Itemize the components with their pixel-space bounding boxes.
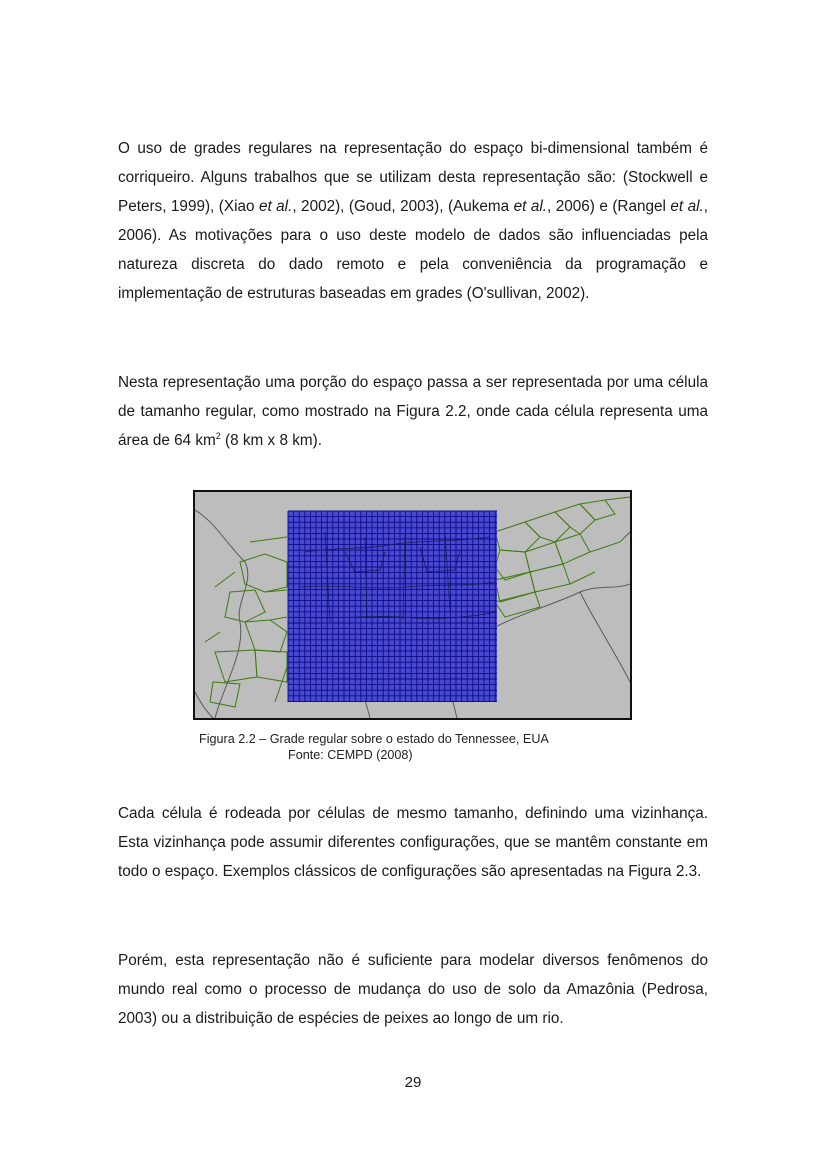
grid-map-illustration <box>195 492 630 718</box>
page-number: 29 <box>404 1074 422 1091</box>
figure-grid-map <box>193 490 632 720</box>
figure-caption: Figura 2.2 – Grade regular sobre o estado do Tennessee, EUA <box>199 732 549 746</box>
figure-source: Fonte: CEMPD (2008) <box>288 748 413 762</box>
paragraph-cell-representation: Nesta representação uma porção do espaço passa a ser representada por uma célula de tamanho regular, como mostrado na Figura 2.2, onde cada célula representa uma área de 64 $km^2$ (8 km x 8 km). <box>118 374 708 449</box>
paragraph-neighborhood: Cada célula é rodeada por células de mesmo tamanho, definindo uma vizinhança. Esta vizinhança pode assumir diferentes configurações, que se mantêm constante em todo o espaço. Exemplos clássicos de configurações são apresentadas na Figura 2.3. <box>118 805 708 880</box>
paragraph-grid-usage: O uso de grades regulares na representação do espaço bi-dimensional também é corriqueiro. Alguns trabalhos que se utilizam desta representação são: (Stockwell e Peters, 1999), (Xiao et al., 2002), (Goud, 2003), (Aukema et al., 2006) e (Rangel et al., 2006). As motivações para o uso deste modelo de dados são influenciadas pela natureza discreta do dado remoto e pela conveniência da programação e implementação de estruturas baseadas em grades (O'sullivan, 2002). <box>118 140 709 302</box>
paragraph-limitations: Porém, esta representação não é suficiente para modelar diversos fenômenos do mundo real como o processo de mudança do uso de solo da Amazônia (Pedrosa, 2003) ou a distribuição de espécies de peixes ao longo de um rio. <box>118 952 708 1027</box>
